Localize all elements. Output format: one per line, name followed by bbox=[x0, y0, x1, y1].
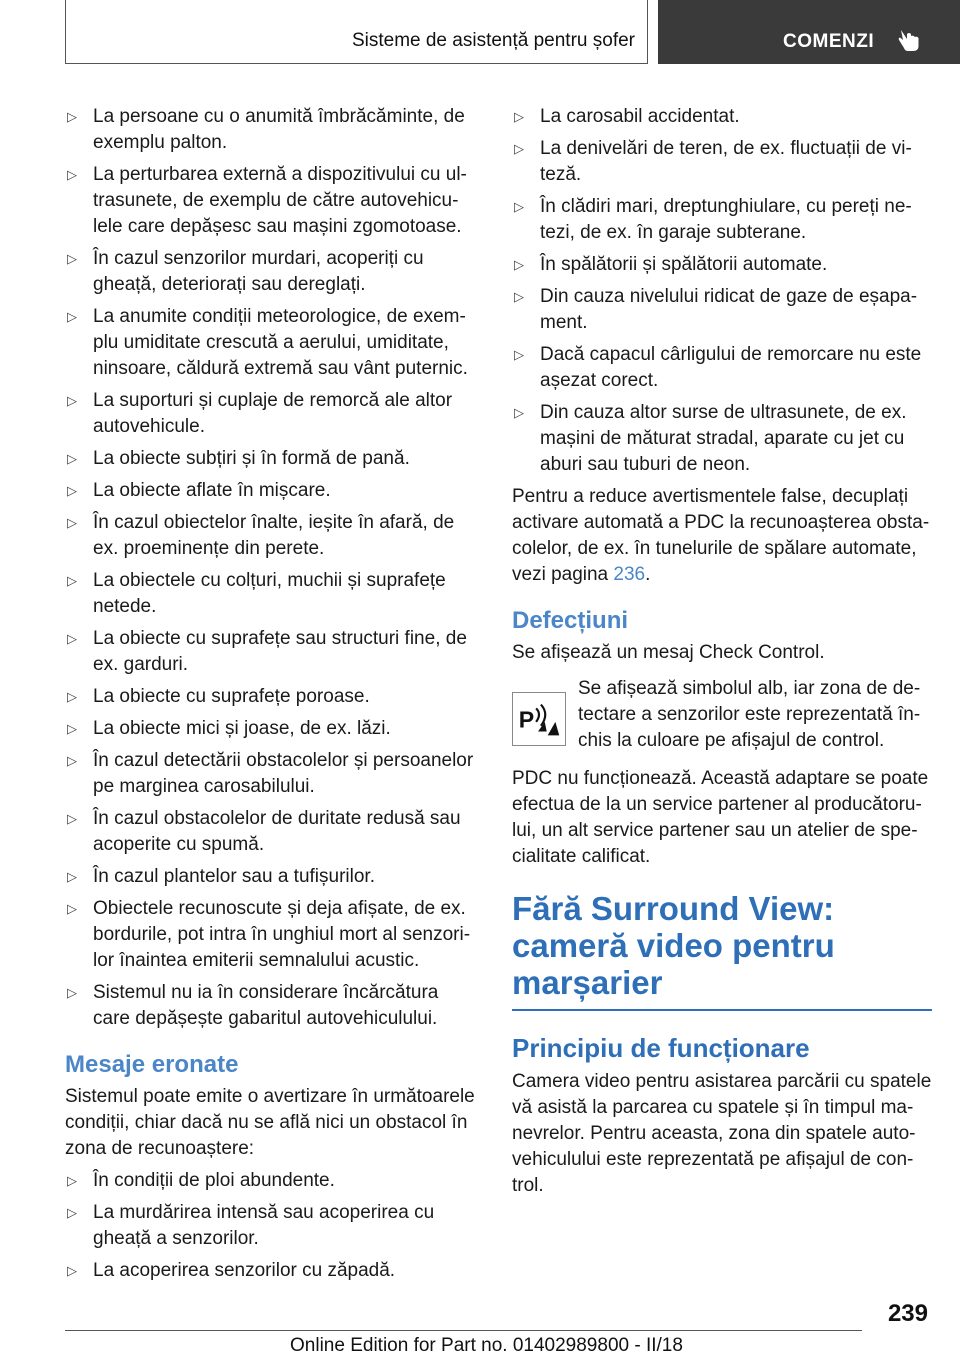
list-item-text: Dacă capacul cârligului de remorcare nu este așezat corect. bbox=[540, 344, 922, 391]
list-item-text: La obiecte cu suprafețe poroase. bbox=[93, 686, 370, 707]
list-item-text: La perturbarea externă a dispozitivului cu ul-trasunete, de exemplu de către autovehicu-lele care depășesc sau mașini zgomotoase. bbox=[93, 164, 467, 237]
bullet-arrow-icon: ▷ bbox=[67, 573, 77, 588]
list-item-text: Din cauza altor surse de ultrasunete, de ex. mașini de măturat stradal, aparate cu jet cu aburi sau tuburi de neon. bbox=[540, 402, 907, 475]
bullet-arrow-icon: ▷ bbox=[67, 451, 77, 466]
list-item bbox=[65, 1200, 480, 1252]
list-item-text: În spălătorii și spălătorii automate. bbox=[540, 254, 828, 275]
rear-camera-heading: Fără Surround View: cameră video pentru marșarier bbox=[512, 890, 932, 1011]
bullet-arrow-icon: ▷ bbox=[67, 869, 77, 884]
list-item bbox=[65, 864, 480, 890]
list-item-text: Sistemul nu ia în considerare încărcătura care depășește gabaritul autovehiculului. bbox=[93, 982, 439, 1029]
list-item-text: La persoane cu o anumită îmbrăcăminte, de exemplu palton. bbox=[93, 106, 465, 153]
list-item-text: La obiecte mici și joase, de ex. lăzi. bbox=[93, 718, 391, 739]
page-reference-link[interactable]: 236 bbox=[613, 564, 646, 585]
list-item bbox=[65, 304, 480, 382]
bullet-arrow-icon: ▷ bbox=[514, 347, 524, 362]
header-chapter-tab[interactable] bbox=[658, 0, 960, 64]
list-item bbox=[65, 748, 480, 800]
pdc-warning-icon bbox=[512, 692, 566, 746]
list-item-text: În cazul obiectelor înalte, ieșite în afară, de ex. proeminențe din perete. bbox=[93, 512, 455, 559]
list-item-text: La obiecte aflate în mișcare. bbox=[93, 480, 331, 501]
bullet-arrow-icon: ▷ bbox=[514, 405, 524, 420]
bullet-arrow-icon: ▷ bbox=[67, 901, 77, 916]
svg-text:P: P bbox=[518, 706, 535, 733]
erroneous-list bbox=[65, 1168, 480, 1284]
right-column bbox=[512, 104, 932, 1205]
list-item bbox=[65, 1258, 480, 1284]
list-item bbox=[65, 162, 480, 240]
bullet-arrow-icon: ▷ bbox=[514, 257, 524, 272]
list-item-text: La murdărirea intensă sau acoperirea cu gheață a senzorilor. bbox=[93, 1202, 435, 1249]
bullet-arrow-icon: ▷ bbox=[67, 689, 77, 704]
footer-edition: Online Edition for Part no. 01402989800 - II/18 bbox=[290, 1335, 683, 1356]
list-item-text: La acoperirea senzorilor cu zăpadă. bbox=[93, 1260, 396, 1281]
list-item-text: La suporturi și cuplaje de remorcă ale altor autovehicule. bbox=[93, 390, 453, 437]
list-item-text: La obiecte subțiri și în formă de pană. bbox=[93, 448, 410, 469]
defects-paragraph: PDC nu funcționează. Această adaptare se poate efectua de la un service partener al producătoru-lui, un alt service partener sau un atelier de spe-cialitate calificat. bbox=[512, 768, 929, 867]
list-item bbox=[65, 626, 480, 678]
section-heading-defects: Defecțiuni bbox=[512, 607, 629, 634]
principle-paragraph: Camera video pentru asistarea parcării cu spatele vă asistă la parcarea cu spatele și în timpul ma-nevrelor. Pentru aceasta, zona din spatele auto-vehiculului este reprezentată pe afișajul de con-trol. bbox=[512, 1071, 932, 1196]
list-item bbox=[65, 104, 480, 156]
list-item-text: În cazul plantelor sau a tufișurilor. bbox=[93, 866, 375, 887]
list-item bbox=[65, 446, 480, 472]
list-item bbox=[65, 980, 480, 1032]
bullet-arrow-icon: ▷ bbox=[514, 199, 524, 214]
defects-icon-row bbox=[512, 676, 932, 754]
list-item bbox=[65, 478, 480, 504]
list-item bbox=[65, 246, 480, 298]
bullet-arrow-icon: ▷ bbox=[67, 1205, 77, 1220]
list-item-text: La obiectele cu colțuri, muchii și suprafețe netede. bbox=[93, 570, 446, 617]
list-item-text: În condiții de ploi abundente. bbox=[93, 1170, 335, 1191]
bullet-arrow-icon: ▷ bbox=[67, 811, 77, 826]
list-item-text: În cazul senzorilor murdari, acoperiți cu gheață, deteriorați sau dereglați. bbox=[93, 248, 424, 295]
false-alerts-text: Pentru a reduce avertismentele false, decuplați activare automată a PDC la recunoașterea obsta-colelor, de ex. în tunelurile de spălare automate, vezi pagina bbox=[512, 486, 930, 585]
footer-divider bbox=[65, 1330, 862, 1331]
list-item bbox=[65, 1168, 480, 1194]
bullet-arrow-icon: ▷ bbox=[67, 167, 77, 182]
list-item-text: La anumite condiții meteorologice, de exem-plu umiditate crescută a aerului, umiditate, ninsoare, căldură extremă sau vânt puternic. bbox=[93, 306, 468, 379]
section-title: Sisteme de asistență pentru șofer bbox=[351, 30, 635, 51]
bullet-arrow-icon: ▷ bbox=[67, 1263, 77, 1278]
hand-pointing-icon bbox=[895, 26, 923, 54]
defects-intro: Se afișează un mesaj Check Control. bbox=[512, 642, 825, 663]
bullet-arrow-icon: ▷ bbox=[67, 1173, 77, 1188]
list-item-text: La denivelări de teren, de ex. fluctuații de vi-teză. bbox=[540, 138, 912, 185]
bullet-arrow-icon: ▷ bbox=[67, 631, 77, 646]
list-item bbox=[512, 342, 932, 394]
list-item bbox=[512, 400, 932, 478]
bullet-arrow-icon: ▷ bbox=[67, 309, 77, 324]
list-item bbox=[512, 252, 932, 278]
chapter-label: COMENZI bbox=[783, 31, 875, 52]
section-heading-erroneous: Mesaje eronate bbox=[65, 1051, 239, 1078]
list-item bbox=[65, 716, 480, 742]
list-item bbox=[512, 104, 932, 130]
list-item bbox=[512, 194, 932, 246]
false-alerts-paragraph bbox=[512, 484, 932, 588]
list-item bbox=[512, 284, 932, 336]
defects-icon-text: Se afișează simbolul alb, iar zona de de-tectare a senzorilor este reprezentată în-chis la culoare pe afișajul de control. bbox=[578, 678, 921, 751]
false-detection-list bbox=[65, 104, 480, 1032]
list-item-text: În cazul detectării obstacolelor și persoanelor pe marginea carosabilului. bbox=[93, 750, 474, 797]
bullet-arrow-icon: ▷ bbox=[67, 985, 77, 1000]
left-column bbox=[65, 104, 480, 1290]
bullet-arrow-icon: ▷ bbox=[67, 251, 77, 266]
list-item bbox=[65, 806, 480, 858]
list-item-text: La carosabil accidentat. bbox=[540, 106, 740, 127]
erroneous-intro: Sistemul poate emite o avertizare în următoarele condiții, chiar dacă nu se află nici un obstacol în zona de recunoaștere: bbox=[65, 1086, 475, 1159]
page-number: 239 bbox=[887, 1300, 928, 1327]
principle-heading: Principiu de funcționare bbox=[512, 1033, 810, 1063]
list-item bbox=[65, 896, 480, 974]
list-item-text: În clădiri mari, dreptunghiulare, cu pereți ne-tezi, de ex. în garaje subterane. bbox=[540, 196, 912, 243]
list-item-text: La obiecte cu suprafețe sau structuri fine, de ex. garduri. bbox=[93, 628, 467, 675]
false-alerts-end: . bbox=[645, 564, 651, 585]
list-item bbox=[512, 136, 932, 188]
list-item-text: Din cauza nivelului ridicat de gaze de eșapa-ment. bbox=[540, 286, 918, 333]
list-item bbox=[65, 684, 480, 710]
list-item-text: Obiectele recunoscute și deja afișate, de ex. bordurile, pot intra în unghiul mort al senzori-lor înaintea emiterii semnalului acustic. bbox=[93, 898, 471, 971]
header-section-box bbox=[65, 0, 648, 64]
bullet-arrow-icon: ▷ bbox=[67, 721, 77, 736]
bullet-arrow-icon: ▷ bbox=[67, 109, 77, 124]
erroneous-list-continued bbox=[512, 104, 932, 478]
list-item bbox=[65, 510, 480, 562]
list-item-text: În cazul obstacolelor de duritate redusă sau acoperite cu spumă. bbox=[93, 808, 461, 855]
bullet-arrow-icon: ▷ bbox=[67, 393, 77, 408]
bullet-arrow-icon: ▷ bbox=[514, 141, 524, 156]
bullet-arrow-icon: ▷ bbox=[67, 753, 77, 768]
list-item bbox=[65, 568, 480, 620]
list-item bbox=[65, 388, 480, 440]
bullet-arrow-icon: ▷ bbox=[514, 109, 524, 124]
bullet-arrow-icon: ▷ bbox=[514, 289, 524, 304]
bullet-arrow-icon: ▷ bbox=[67, 515, 77, 530]
bullet-arrow-icon: ▷ bbox=[67, 483, 77, 498]
